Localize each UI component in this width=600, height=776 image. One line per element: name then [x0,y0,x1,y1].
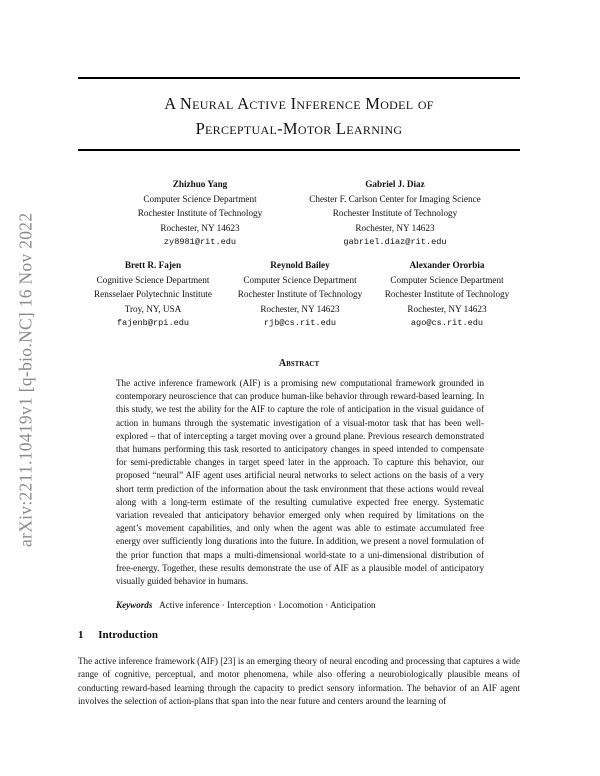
author-email[interactable]: rjb@cs.rit.edu [263,318,337,328]
section-heading-introduction [78,629,158,641]
author-location: Rochester, NY 14623 [160,222,240,233]
abstract-text: The active inference framework (AIF) is a promising new computational framework grounded in contemporary neuroscience that can produce human-like behavior through reward-based learning. In this study, we test the ability for the AIF to capture the role of anticipation in the visual guidance of action in humans through the systematic investigation of a visual-motor task that has been well-explored – that of intercepting a target moving over a ground plane. Previous research demonstrated that humans performing this task resorted to anticipatory changes in speed intended to compensate for semi-predictable changes in target speed later in the approach. To capture this behavior, our proposed “neural” AIF agent uses artificial neural networks to select actions on the basis of a very short term prediction of the information about the task environment that these actions would reveal along with a long-term estimate of the resulting cumulative expected free energy. Systematic variation revealed that anticipatory behavior emerged only when required by limitations on the agent’s movement capabilities, and only when the agent was able to estimate accumulated free energy over sufficiently long durations into the future. In addition, we present a novel formulation of the prior function that maps a multi-dimensional world-state to a uni-dimensional distribution of free-energy. Together, these results demonstrate the use of AIF as a plausible model of anticipatory visually guided behavior in humans. [116,378,484,587]
introduction-text: The active inference framework (AIF) [23] is an emerging theory of neural encoding and processing that captures a wide range of cognitive, perceptual, and motor phenomena, while also offering a neurobiologically plausible means of conducting reward-based learning through the capacity to predict sensory information. The behavior of an AIF agent involves the selection of action-plans that span into the near future and centers around the learning of [78,656,520,707]
title-rule-top [78,77,520,79]
author-block-5 [372,258,522,331]
author-block-1 [110,177,290,250]
arxiv-identifier: arXiv:2211.10419v1 [q-bio.NC] 16 Nov 2022 [15,212,36,548]
author-name: Alexander Ororbia [409,260,485,270]
author-location: Troy, NY, USA [124,303,182,314]
title-rule-bottom [78,149,520,151]
author-name: Gabriel J. Diaz [365,179,425,189]
section-number: 1 [78,629,84,641]
abstract-heading: Abstract [278,358,320,369]
author-institution: Rochester Institute of Technology [237,289,363,299]
author-institution: Rensselaer Polytechnic Institute [94,289,212,299]
author-location: Rochester, NY 14623 [407,303,487,314]
author-block-3 [78,258,228,331]
author-email[interactable]: fajenb@rpi.edu [116,318,190,328]
paper-title [78,91,520,141]
author-institution: Rochester Institute of Technology [384,289,510,299]
author-email[interactable]: zy8981@rit.edu [163,237,237,247]
author-name: Zhizhuo Yang [172,179,228,189]
author-institution: Rochester Institute of Technology [332,208,458,218]
section-title: Introduction [98,629,158,641]
author-block-4 [225,258,375,331]
author-institution: Rochester Institute of Technology [137,208,263,218]
author-department: Cognitive Science Department [96,274,210,285]
author-department: Computer Science Department [390,274,504,285]
author-email[interactable]: gabriel.diaz@rit.edu [343,237,447,247]
author-location: Rochester, NY 14623 [260,303,340,314]
keywords-line [116,600,484,610]
author-block-2 [290,177,500,250]
author-name: Brett R. Fajen [124,260,182,270]
author-department: Chester F. Carlson Center for Imaging Science [309,193,481,204]
keywords-label: Keywords [116,600,153,610]
title-line-1: A Neural Active Inference Model of [164,94,434,113]
keywords-text: Active inference · Interception · Locomotion · Anticipation [159,600,376,610]
author-location: Rochester, NY 14623 [355,222,435,233]
author-name: Reynold Bailey [270,260,330,270]
author-department: Computer Science Department [143,193,257,204]
author-email[interactable]: ago@cs.rit.edu [410,318,484,328]
author-department: Computer Science Department [243,274,357,285]
title-line-2: Perceptual-Motor Learning [195,119,403,138]
